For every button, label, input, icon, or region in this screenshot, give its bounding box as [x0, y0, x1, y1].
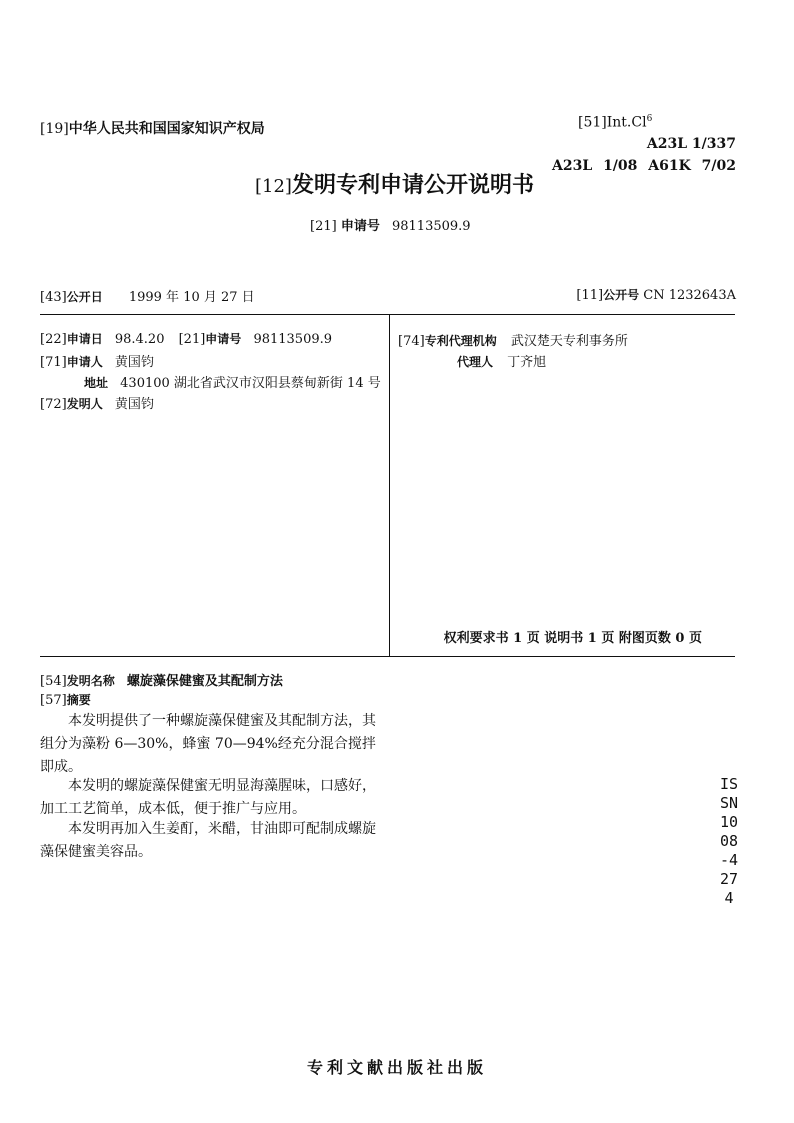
int-cl-line: [578, 114, 652, 131]
appno-label: 申请号: [205, 332, 242, 346]
doc-title: 发明专利申请公开说明书: [291, 172, 534, 198]
rule-top: [40, 314, 735, 315]
agent-row: [457, 351, 546, 370]
agency-value: 武汉楚天专利事务所: [510, 334, 628, 349]
invention-title-row: [40, 670, 283, 689]
filing-label: 申请日: [66, 332, 103, 346]
rule-bottom: [40, 656, 735, 657]
agent-value: 丁齐旭: [507, 355, 547, 370]
office-line: [40, 118, 265, 138]
pub-date-value: 1999 年 10 月 27 日: [128, 290, 255, 305]
pub-num-value: CN 1232643A: [643, 288, 736, 303]
pub-number-line: [576, 286, 736, 303]
agency-label: 专利代理机构: [424, 334, 497, 348]
address-label: 地址: [84, 376, 109, 390]
abstract-code: [57]: [40, 693, 67, 708]
office-name: 中华人民共和国国家知识产权局: [68, 121, 265, 137]
filing-row: [40, 330, 332, 347]
abstract-heading-row: [40, 691, 91, 708]
rule-column-divider: [389, 314, 390, 657]
title-value: 螺旋藻保健蜜及其配制方法: [126, 674, 283, 689]
inventor-label: 发明人: [66, 397, 103, 411]
app-no-value: 98113509.9: [391, 219, 471, 234]
office-code: [19]: [40, 121, 69, 137]
agent-label: 代理人: [457, 355, 494, 369]
inventor-code: [72]: [40, 397, 67, 412]
abstract-paragraph-1: 本发明提供了一种螺旋藻保健蜜及其配制方法，其组分为藻粉 6—30%，蜂蜜 70—94%经充分混合搅拌即成。: [40, 713, 376, 775]
applicant-code: [71]: [40, 355, 67, 370]
address-row: [84, 372, 381, 391]
abstract-paragraph-3: 本发明再加入生姜酊，米醋，甘油即可配制成螺旋藻保健蜜美容品。: [40, 821, 376, 860]
pub-num-code: [11]: [576, 288, 604, 303]
classification-primary: A23L 1/337: [646, 136, 736, 152]
int-cl-sup: 6: [646, 114, 653, 124]
app-no-label: 申请号: [340, 219, 380, 234]
issn-vertical: ISSN1008-4274: [719, 775, 739, 907]
int-cl-label: Int.Cl: [606, 114, 647, 131]
title-label: 发明名称: [66, 674, 115, 688]
pub-date-label: 公开日: [66, 290, 103, 304]
applicant-row: [40, 351, 154, 370]
agency-code: [74]: [398, 334, 425, 349]
pages-summary: 权利要求书 1 页 说明书 1 页 附图页数 0 页: [443, 631, 702, 646]
filing-code: [22]: [40, 332, 67, 347]
pub-date-line: [40, 286, 255, 305]
applicant-label: 申请人: [66, 355, 103, 369]
classification-secondary: A23L 1/08 A61K 7/02: [552, 158, 736, 174]
inventor-row: [40, 393, 154, 412]
agency-row: [398, 330, 628, 349]
abstract-paragraph-2: 本发明的螺旋藻保健蜜无明显海藻腥味，口感好，加工工艺简单，成本低，便于推广与应用。: [40, 778, 376, 817]
filing-value: 98.4.20: [114, 332, 165, 347]
inventor-value: 黄国钧: [114, 397, 154, 412]
pub-date-code: [43]: [40, 290, 67, 305]
app-number-line: [310, 215, 471, 234]
title-code: [54]: [40, 674, 67, 689]
doc-title-line: [255, 168, 534, 199]
publisher-footer: 专利文献出版社出版: [306, 1058, 487, 1077]
abstract-label: 摘要: [66, 693, 91, 707]
address-value: 430100 湖北省武汉市汉阳县蔡甸新街 14 号: [120, 376, 381, 391]
pub-num-label: 公开号: [603, 288, 640, 302]
applicant-value: 黄国钧: [114, 355, 154, 370]
appno-code: [21]: [178, 332, 206, 347]
app-no-code: [21]: [310, 219, 337, 234]
int-cl-code: [51]: [578, 114, 607, 131]
appno-value: 98113509.9: [253, 332, 333, 347]
doc-code: [12]: [255, 176, 292, 197]
